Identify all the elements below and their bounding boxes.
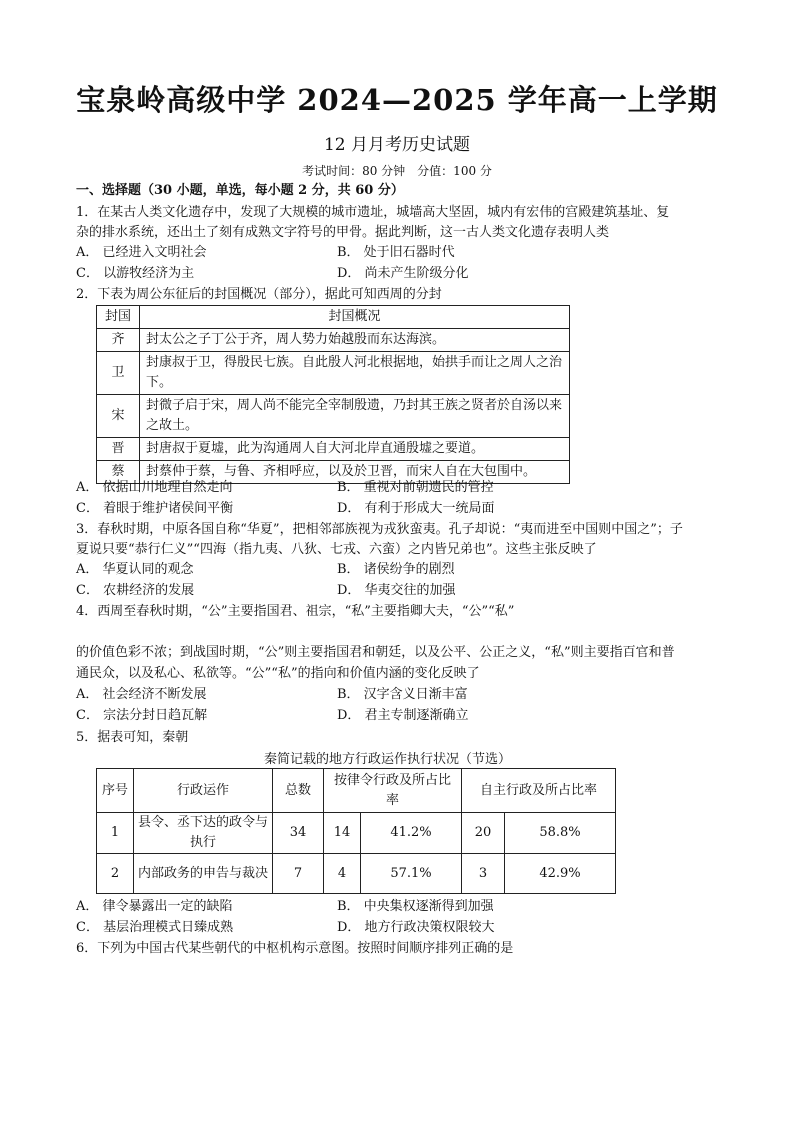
q2-option-d: D． 有利于形成大一统局面 <box>337 501 495 516</box>
q4-stem-line-3: 通民众，以及私心、私欲等。“公”“私”的指向和价值内涵的变化反映了 <box>76 666 480 681</box>
state-cell: 齐 <box>97 329 140 352</box>
law-percent-cell: 41.2% <box>361 813 462 854</box>
q3-option-a: A． 华夏认同的观念 <box>76 562 194 577</box>
table-header-cell: 按律令行政及所占比率 <box>324 769 462 813</box>
table-row <box>97 813 616 854</box>
desc-cell: 封蔡仲于蔡，与鲁、齐相呼应，以及於卫晋，而宋人自在大包围中。 <box>140 461 570 484</box>
table-row <box>97 854 616 894</box>
qin-admin-table <box>96 768 616 894</box>
law-count-cell: 4 <box>324 854 361 894</box>
q1-stem-line-1: 1．在某古人类文化遗存中，发现了大规模的城市遗址，城墙高大坚固，城内有宏伟的宫殿建筑基址、复 <box>76 205 670 220</box>
table-header-cell: 封国 <box>97 306 140 329</box>
q4-option-d: D． 君主专制逐渐确立 <box>337 708 469 723</box>
law-count-cell: 14 <box>324 813 361 854</box>
law-percent-cell: 57.1% <box>361 854 462 894</box>
q5-option-c: C． 基层治理模式日臻成熟 <box>76 920 234 935</box>
table-header-row <box>97 306 570 329</box>
q2-option-a: A． 依据山川地理自然走向 <box>76 480 233 495</box>
q2-option-c: C． 着眼于维护诸侯间平衡 <box>76 501 234 516</box>
table-header-cell: 总数 <box>273 769 324 813</box>
self-count-cell: 3 <box>462 854 505 894</box>
q5-option-a: A． 律令暴露出一定的缺陷 <box>76 899 233 914</box>
q4-option-a: A． 社会经济不断发展 <box>76 687 207 702</box>
operation-cell: 内部政务的申告与裁决 <box>134 854 273 894</box>
table-row <box>97 329 570 352</box>
q4-option-c: C． 宗法分封日趋瓦解 <box>76 708 208 723</box>
self-percent-cell: 42.9% <box>505 854 616 894</box>
table-row <box>97 438 570 461</box>
q2-option-b: B． 重视对前朝遗民的管控 <box>337 480 494 495</box>
q2-stem: 2．下表为周公东征后的封国概况（部分），据此可知西周的分封 <box>76 287 442 302</box>
q1-option-c: C． 以游牧经济为主 <box>76 266 195 281</box>
q1-stem-line-2: 杂的排水系统，还出土了刻有成熟文字符号的甲骨。据此判断，这一古人类文化遗存表明人类 <box>76 225 610 240</box>
desc-cell: 封唐叔于夏墟，此为沟通周人自大河北岸直通殷墟之要道。 <box>140 438 570 461</box>
q3-option-c: C． 农耕经济的发展 <box>76 583 195 598</box>
table-header-row <box>97 769 616 813</box>
q1-option-b: B． 处于旧石器时代 <box>337 245 455 260</box>
state-cell: 宋 <box>97 395 140 438</box>
table-header-cell: 序号 <box>97 769 134 813</box>
q4-stem-line-2: 的价值色彩不浓；到战国时期，“公”则主要指国君和朝廷，以及公平、公正之义，“私”则主要指百官和普 <box>76 645 675 660</box>
operation-cell: 县令、丞下达的政令与执行 <box>134 813 273 854</box>
table-row <box>97 352 570 395</box>
q3-option-b: B． 诸侯纷争的剧烈 <box>337 562 455 577</box>
q5-option-d: D． 地方行政决策权限较大 <box>337 920 495 935</box>
q4-option-b: B． 汉字含义日渐丰富 <box>337 687 468 702</box>
state-cell: 卫 <box>97 352 140 395</box>
q3-option-d: D． 华夷交往的加强 <box>337 583 456 598</box>
exam-title: 宝泉岭高级中学 2024—2025 学年高一上学期 <box>76 83 718 117</box>
row-number: 1 <box>97 813 134 854</box>
q6-stem: 6．下列为中国古代某些朝代的中枢机构示意图。按照时间顺序排列正确的是 <box>76 941 514 956</box>
exam-info: 考试时间：80 分钟 分值：100 分 <box>302 164 492 178</box>
self-percent-cell: 58.8% <box>505 813 616 854</box>
state-cell: 蔡 <box>97 461 140 484</box>
q5-table-caption: 秦简记载的地方行政运作执行状况（节选） <box>264 752 512 767</box>
self-count-cell: 20 <box>462 813 505 854</box>
q1-option-a: A． 已经进入文明社会 <box>76 245 207 260</box>
q3-stem-line-1: 3．春秋时期，中原各国自称“华夏”，把相邻部族视为戎狄蛮夷。孔子却说：“夷而进至中国则中国之”；子 <box>76 522 683 537</box>
section-heading: 一、选择题（30 小题，单选，每小题 2 分，共 60 分） <box>76 183 404 198</box>
table-header-cell: 自主行政及所占比率 <box>462 769 616 813</box>
row-number: 2 <box>97 854 134 894</box>
table-header-cell: 封国概况 <box>140 306 570 329</box>
table-row <box>97 395 570 438</box>
desc-cell: 封康叔于卫，得殷民七族。自此殷人河北根据地，始拱手而让之周人之治下。 <box>140 352 570 395</box>
total-cell: 34 <box>273 813 324 854</box>
q5-option-b: B． 中央集权逐渐得到加强 <box>337 899 494 914</box>
total-cell: 7 <box>273 854 324 894</box>
q1-option-d: D． 尚未产生阶级分化 <box>337 266 469 281</box>
q5-stem: 5．据表可知，秦朝 <box>76 730 189 745</box>
state-cell: 晋 <box>97 438 140 461</box>
exam-subtitle: 12 月月考历史试题 <box>323 135 471 155</box>
fiefdom-table <box>96 305 570 484</box>
q4-stem-line-1: 4．西周至春秋时期，“公”主要指国君、祖宗，“私”主要指卿大夫，“公”“私” <box>76 604 515 619</box>
table-header-cell: 行政运作 <box>134 769 273 813</box>
desc-cell: 封太公之子丁公于齐，周人势力始越殷而东达海滨。 <box>140 329 570 352</box>
q3-stem-line-2: 夏说只要“恭行仁义”“四海（指九夷、八狄、七戎、六蛮）之内皆兄弟也”。这些主张反映了 <box>76 542 597 557</box>
desc-cell: 封微子启于宋，周人尚不能完全宰制殷遗，乃封其王族之贤者於自汤以来之故土。 <box>140 395 570 438</box>
